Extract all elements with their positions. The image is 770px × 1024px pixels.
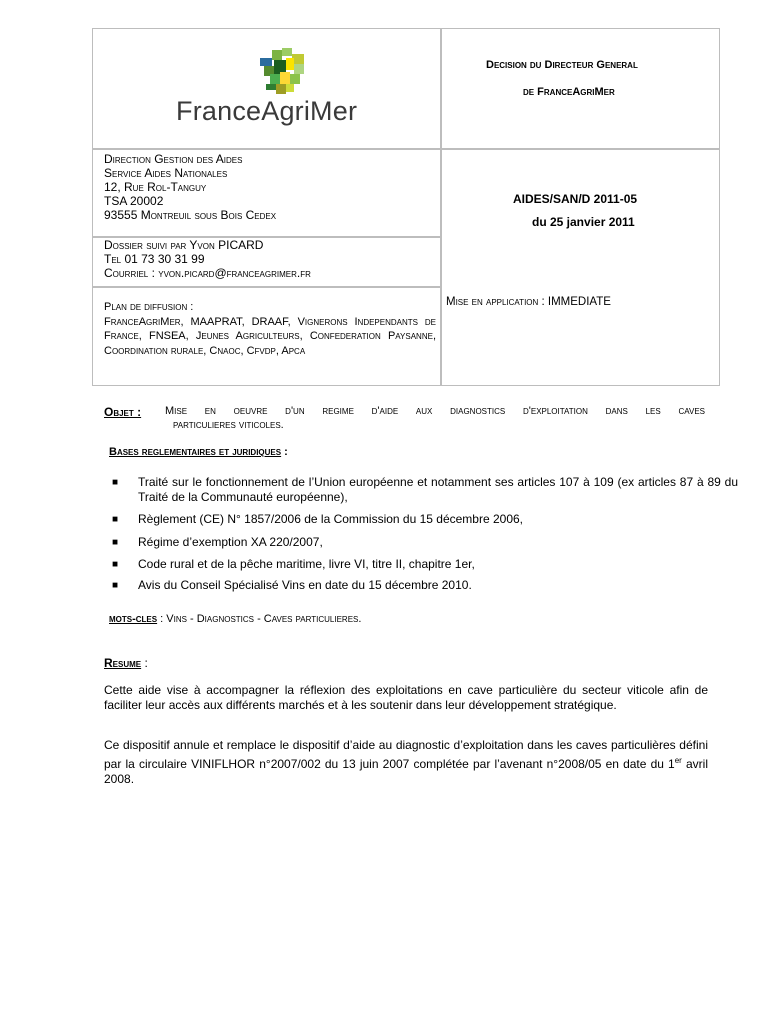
decision-title-line1: Decision du Directeur General [486,59,638,71]
contact-block [104,238,311,280]
logo-wordmark: FranceAgriMer [176,96,358,126]
address-line-2: Service Aides Nationales [104,166,228,180]
objet-line-1: Mise en oeuvre d'un regime d'aide aux diagnostics d'exploitation dans les caves [165,405,705,417]
address-block [104,152,276,222]
bases-title-colon: : [284,446,288,458]
resume-title-row [104,656,148,670]
bases-title: Bases reglementaires et juridiques [109,446,282,458]
application-label: Mise en application : [446,296,545,308]
application-line [446,296,611,308]
diffusion-block [104,300,436,358]
address-line-1: Direction Gestion des Aides [104,152,243,166]
decision-title-line2: de FranceAgriMer [523,86,615,98]
list-item: ■ Régime d’exemption XA 220/2007, [112,535,323,549]
resume-title-colon: : [144,656,148,670]
objet-label: Objet : [104,405,142,419]
bullet-icon: ■ [112,580,119,591]
decision-date: du 25 janvier 2011 [532,215,635,229]
contact-line-1: Dossier suivi par Yvon PICARD [104,238,264,252]
list-item: ■ Avis du Conseil Spécialisé Vins en date du 15 décembre 2010. [112,578,472,592]
objet-line-2: particulieres viticoles. [173,419,284,431]
address-line-3: 12, Rue Rol-Tanguy [104,180,207,194]
bases-title-row [109,446,288,458]
resume-title: Resume [104,656,142,670]
address-line-5: 93555 Montreuil sous Bois Cedex [104,208,277,222]
resume-paragraph-2: Ce dispositif annule et remplace le dispositif d’aide au diagnostic d’exploitation dans les caves particulières défini par la circulaire VINIFLHOR n°2007/002 du 13 juin 2007 complétée par l’avenant n°2008/05 en date du 1er avril 2008. [104,738,708,786]
bullet-icon: ■ [112,477,119,488]
header-divider-right [440,148,720,150]
bases-list [112,475,738,605]
bullet-icon: ■ [112,537,119,548]
list-item: ■ Code rural et de la pêche maritime, livre VI, titre II, chapitre 1er, [112,557,475,571]
contact-line-2: Tel 01 73 30 31 99 [104,252,205,266]
bullet-icon: ■ [112,559,119,570]
application-value: IMMEDIATE [547,296,611,308]
header-divider-left-1 [92,148,440,150]
mots-cles-row [109,613,361,625]
header-divider-vertical [440,28,442,386]
diffusion-label: Plan de diffusion : [104,301,194,313]
resume-paragraph-1: Cette aide vise à accompagner la réflexion des exploitations en cave particulière du secteur viticole afin de faciliter leur accès aux différents marchés et à les soutenir dans leur développement stratégique. [104,683,708,712]
list-item: ■ Traité sur le fonctionnement de l’Union européenne et notamment ses articles 107 à 109 (ex articles 87 à 89 du Traité de la Communauté européenne), [112,475,738,504]
bullet-icon: ■ [112,514,119,525]
header-divider-left-3 [92,286,440,288]
mots-cles-text: : Vins - Diagnostics - Caves particulieres. [160,613,362,625]
decision-reference: AIDES/SAN/D 2011-05 [513,192,638,206]
contact-line-3: Courriel : yvon.picard@franceagrimer.fr [104,266,311,280]
diffusion-list: FranceAgriMer, MAAPRAT, DRAAF, Vignerons Independants de France, FNSEA, Jeunes Agriculteurs, Confederation Paysanne, Coordination rurale, Cnaoc, Cfvdp, Apca [104,315,436,357]
list-item: ■ Règlement (CE) N° 1857/2006 de la Commission du 15 décembre 2006, [112,512,524,526]
franceagrimer-logo-mark [258,48,308,100]
mots-cles-label: mots-cles [109,613,158,625]
address-line-4: TSA 20002 [104,194,164,208]
